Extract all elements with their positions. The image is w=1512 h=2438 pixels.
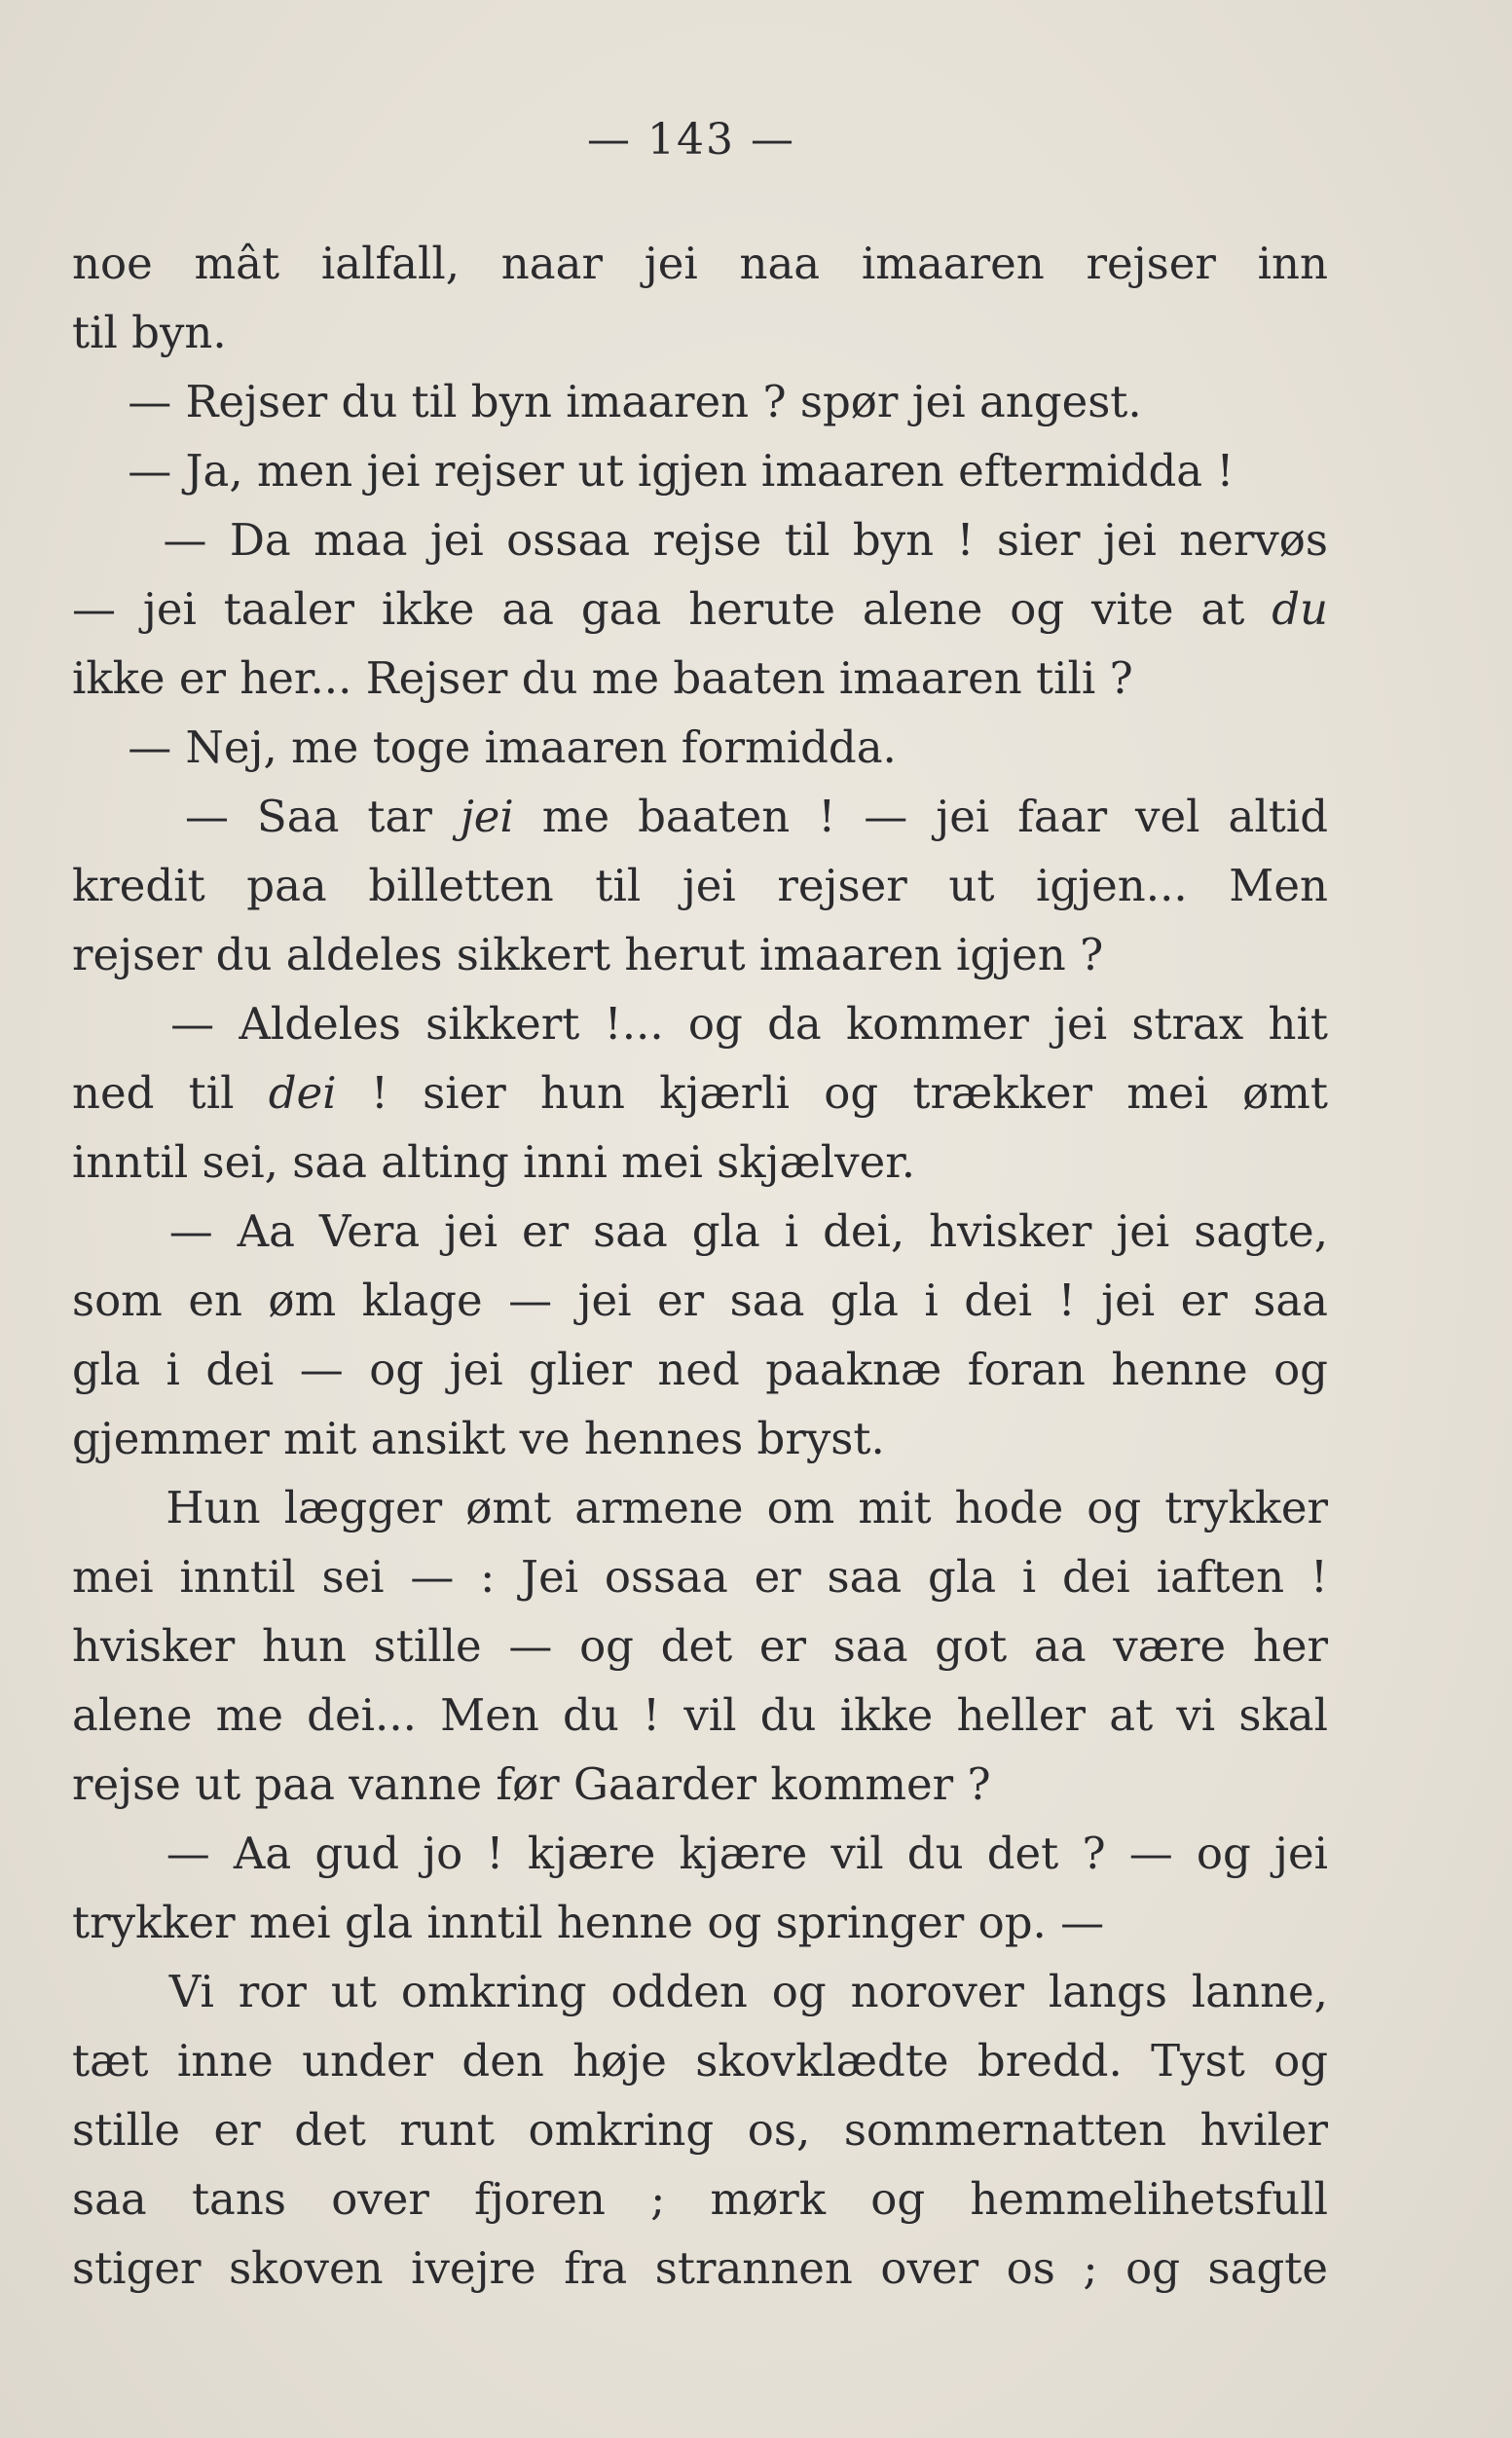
page-number: — 143 — (587, 115, 795, 165)
text-line: rejser du aldeles sikkert herut imaaren igjen ? (72, 929, 1104, 980)
text-line (72, 1058, 1328, 1127)
text-span: — Saa tar (72, 791, 461, 842)
text-line: rejse ut paa vanne før Gaarder kommer ? (72, 1758, 991, 1810)
italic-word: du (1272, 583, 1328, 635)
text-line: saa tans over fjoren ; mørk og hemmelihetsfull (72, 2173, 1328, 2225)
text-line: — Nej, me toge imaaren formidda. (72, 721, 897, 773)
text-span: ! sier hun kjærli og trækker mei ømt (336, 1067, 1328, 1119)
text-line: — Da maa jei ossaa rejse til byn ! sier jei nervøs (72, 514, 1328, 566)
text-line: ikke er her... Rejser du me baaten imaaren tili ? (72, 652, 1133, 704)
text-line: stille er det runt omkring os, sommernatten hviler (72, 2104, 1328, 2156)
text-line: — Aa Vera jei er saa gla i dei, hvisker jei sagte, (72, 1205, 1328, 1257)
text-line: — Rejser du til byn imaaren ? spør jei angest. (72, 376, 1142, 427)
text-line: inntil sei, saa alting inni mei skjælver. (72, 1136, 916, 1188)
text-span: — jei taaler ikke aa gaa herute alene og vite at (72, 583, 1272, 635)
text-line (72, 574, 1328, 644)
text-line: mei inntil sei — : Jei ossaa er saa gla i dei iaften ! (72, 1551, 1328, 1603)
text-line: — Ja, men jei rejser ut igjen imaaren eftermidda ! (72, 445, 1235, 497)
text-line: noe mât ialfall, naar jei naa imaaren rejser inn (72, 238, 1328, 289)
text-line: gjemmer mit ansikt ve hennes bryst. (72, 1413, 885, 1464)
text-line: alene me dei... Men du ! vil du ikke heller at vi skal (72, 1689, 1328, 1741)
text-line: som en øm klage — jei er saa gla i dei ! jei er saa (72, 1274, 1328, 1326)
text-line: kredit paa billetten til jei rejser ut igjen... Men (72, 860, 1328, 911)
text-line: til byn. (72, 307, 227, 358)
text-line: gla i dei — og jei glier ned paaknæ foran henne og (72, 1344, 1328, 1395)
text-line: — Aa gud jo ! kjære kjære vil du det ? — og jei (72, 1828, 1328, 1879)
italic-word: jei (460, 791, 514, 842)
body-text (72, 229, 1328, 2303)
italic-word: dei (268, 1067, 337, 1119)
text-line: trykker mei gla inntil henne og springer op. — (72, 1897, 1105, 1948)
text-line: Vi ror ut omkring odden og norover langs lanne, (72, 1966, 1328, 2017)
text-span: ned til (72, 1067, 269, 1119)
text-line: stiger skoven ivejre fra strannen over os ; og sagte (72, 2242, 1328, 2294)
text-line: hvisker hun stille — og det er saa got aa være her (72, 1620, 1328, 1672)
text-span: me baaten ! — jei faar vel altid (513, 791, 1328, 842)
text-line: tæt inne under den høje skovklædte bredd. Tyst og (72, 2035, 1328, 2087)
text-line (72, 782, 1328, 851)
text-line: Hun lægger ømt armene om mit hode og trykker (72, 1482, 1328, 1533)
text-line: — Aldeles sikkert !... og da kommer jei strax hit (72, 998, 1328, 1050)
